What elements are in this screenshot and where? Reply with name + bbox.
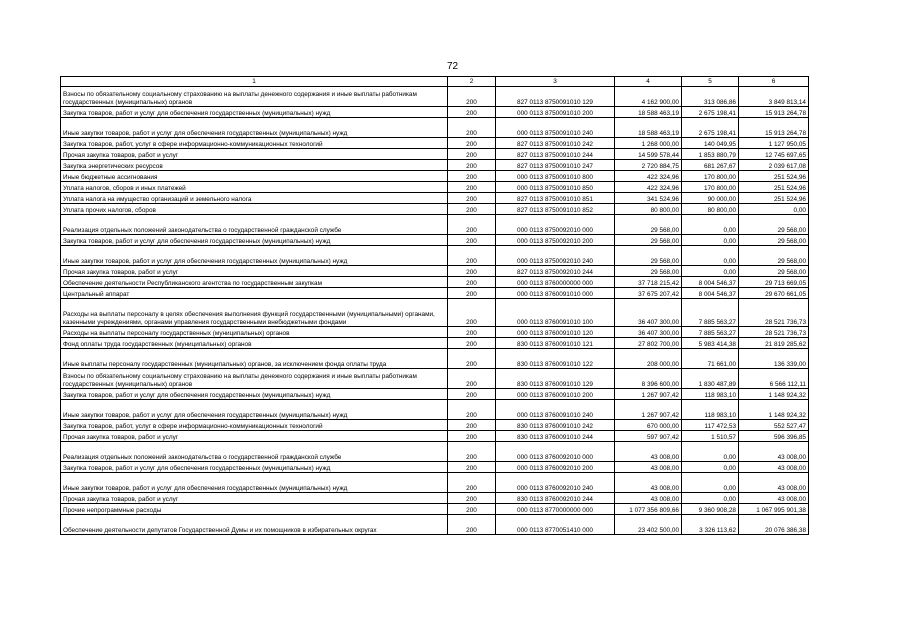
- row-classification-code-cell: 000 0113 8760092010 000: [496, 442, 615, 462]
- row-name-cell: Иные выплаты персоналу государственных (муниципальных) органов, за исключением фонда оплаты труда: [61, 349, 448, 369]
- row-approved-amount-cell: 80 800,00: [615, 204, 682, 215]
- budget-execution-table: [60, 76, 809, 535]
- row-executed-amount-cell: 9 360 908,28: [682, 504, 739, 515]
- row-line-code-cell: 200: [448, 235, 496, 246]
- row-name-cell: Взносы по обязательному социальному страхованию на выплаты денежного содержания и иные выплаты работникам государственных (муниципальных) органов: [61, 87, 448, 107]
- table-row: [61, 204, 809, 215]
- row-line-code-cell: 200: [448, 515, 496, 535]
- table-row: [61, 215, 809, 235]
- row-unexecuted-amount-cell: 596 396,85: [739, 431, 809, 442]
- row-name-cell: Иные закупки товаров, работ и услуг для обеспечения государственных (муниципальных) нужд: [61, 118, 448, 138]
- row-classification-code-cell: 000 0113 8760091010 240: [496, 400, 615, 420]
- row-name-cell: Прочая закупка товаров, работ и услуг: [61, 493, 448, 504]
- row-name-cell: Закупка энергетических ресурсов: [61, 160, 448, 171]
- row-unexecuted-amount-cell: 28 521 736,73: [739, 327, 809, 338]
- table-row: [61, 462, 809, 473]
- row-executed-amount-cell: 0,00: [682, 462, 739, 473]
- row-approved-amount-cell: 597 907,42: [615, 431, 682, 442]
- row-line-code-cell: 200: [448, 369, 496, 389]
- row-unexecuted-amount-cell: 12 745 697,65: [739, 149, 809, 160]
- row-unexecuted-amount-cell: 43 008,00: [739, 442, 809, 462]
- row-approved-amount-cell: 4 162 900,00: [615, 87, 682, 107]
- row-line-code-cell: 200: [448, 107, 496, 118]
- row-approved-amount-cell: 37 675 207,42: [615, 288, 682, 299]
- row-line-code-cell: 200: [448, 160, 496, 171]
- row-line-code-cell: 200: [448, 420, 496, 431]
- row-unexecuted-amount-cell: 43 008,00: [739, 473, 809, 493]
- row-classification-code-cell: 830 0113 8760091010 244: [496, 431, 615, 442]
- row-line-code-cell: 200: [448, 138, 496, 149]
- row-classification-code-cell: 000 0113 8760091010 100: [496, 299, 615, 327]
- row-line-code-cell: 200: [448, 87, 496, 107]
- row-executed-amount-cell: 170 800,00: [682, 171, 739, 182]
- row-classification-code-cell: 827 0113 8750092010 244: [496, 266, 615, 277]
- row-classification-code-cell: 830 0113 8760091010 242: [496, 420, 615, 431]
- row-name-cell: Прочая закупка товаров, работ и услуг: [61, 149, 448, 160]
- row-unexecuted-amount-cell: 29 568,00: [739, 246, 809, 266]
- row-approved-amount-cell: 670 000,00: [615, 420, 682, 431]
- row-approved-amount-cell: 36 407 300,00: [615, 299, 682, 327]
- row-executed-amount-cell: 0,00: [682, 246, 739, 266]
- table-row: [61, 118, 809, 138]
- row-line-code-cell: 200: [448, 349, 496, 369]
- row-classification-code-cell: 000 0113 8750091010 850: [496, 182, 615, 193]
- row-unexecuted-amount-cell: 6 566 112,11: [739, 369, 809, 389]
- row-unexecuted-amount-cell: 15 913 264,78: [739, 118, 809, 138]
- row-name-cell: Уплата прочих налогов, сборов: [61, 204, 448, 215]
- table-body: [61, 87, 809, 535]
- row-name-cell: Центральный аппарат: [61, 288, 448, 299]
- row-executed-amount-cell: 0,00: [682, 266, 739, 277]
- row-classification-code-cell: 000 0113 8750092010 200: [496, 235, 615, 246]
- row-line-code-cell: 200: [448, 149, 496, 160]
- row-approved-amount-cell: 14 599 578,44: [615, 149, 682, 160]
- row-executed-amount-cell: 681 267,67: [682, 160, 739, 171]
- row-approved-amount-cell: 18 588 463,19: [615, 107, 682, 118]
- row-approved-amount-cell: 36 407 300,00: [615, 327, 682, 338]
- row-unexecuted-amount-cell: 20 076 386,38: [739, 515, 809, 535]
- row-approved-amount-cell: 23 402 500,00: [615, 515, 682, 535]
- row-line-code-cell: 200: [448, 299, 496, 327]
- row-unexecuted-amount-cell: 28 521 736,73: [739, 299, 809, 327]
- row-unexecuted-amount-cell: 1 148 924,32: [739, 400, 809, 420]
- table-row: [61, 246, 809, 266]
- row-approved-amount-cell: 341 524,96: [615, 193, 682, 204]
- row-approved-amount-cell: 1 267 907,42: [615, 400, 682, 420]
- row-classification-code-cell: 000 0113 8760091010 000: [496, 288, 615, 299]
- row-classification-code-cell: 000 0113 8770051410 000: [496, 515, 615, 535]
- row-unexecuted-amount-cell: 21 819 285,62: [739, 338, 809, 349]
- row-line-code-cell: 200: [448, 400, 496, 420]
- row-approved-amount-cell: 2 720 884,75: [615, 160, 682, 171]
- row-executed-amount-cell: 80 800,00: [682, 204, 739, 215]
- row-executed-amount-cell: 0,00: [682, 473, 739, 493]
- row-name-cell: Взносы по обязательному социальному страхованию на выплаты денежного содержания и иные выплаты работникам государственных (муниципальных) органов: [61, 369, 448, 389]
- row-classification-code-cell: 827 0113 8750091010 242: [496, 138, 615, 149]
- row-unexecuted-amount-cell: 43 008,00: [739, 462, 809, 473]
- row-classification-code-cell: 827 0113 8750091010 247: [496, 160, 615, 171]
- row-executed-amount-cell: 7 885 563,27: [682, 299, 739, 327]
- row-name-cell: Закупка товаров, работ и услуг для обеспечения государственных (муниципальных) нужд: [61, 235, 448, 246]
- row-unexecuted-amount-cell: 2 039 617,08: [739, 160, 809, 171]
- row-name-cell: Иные закупки товаров, работ и услуг для обеспечения государственных (муниципальных) нужд: [61, 400, 448, 420]
- table-row: [61, 266, 809, 277]
- table-row: [61, 193, 809, 204]
- row-name-cell: Фонд оплаты труда государственных (муниципальных) органов: [61, 338, 448, 349]
- table-row: [61, 400, 809, 420]
- row-approved-amount-cell: 29 568,00: [615, 215, 682, 235]
- row-name-cell: Закупка товаров, работ, услуг в сфере информационно-коммуникационных технологий: [61, 420, 448, 431]
- table-row: [61, 288, 809, 299]
- row-classification-code-cell: 000 0113 8750092010 240: [496, 246, 615, 266]
- row-approved-amount-cell: 8 396 600,00: [615, 369, 682, 389]
- row-approved-amount-cell: 422 324,96: [615, 182, 682, 193]
- row-executed-amount-cell: 8 004 546,37: [682, 288, 739, 299]
- row-approved-amount-cell: 43 008,00: [615, 493, 682, 504]
- row-executed-amount-cell: 3 326 113,62: [682, 515, 739, 535]
- row-classification-code-cell: 830 0113 8760091010 121: [496, 338, 615, 349]
- table-row: [61, 327, 809, 338]
- row-line-code-cell: 200: [448, 504, 496, 515]
- row-unexecuted-amount-cell: 552 527,47: [739, 420, 809, 431]
- row-executed-amount-cell: 1 830 487,89: [682, 369, 739, 389]
- row-name-cell: Иные закупки товаров, работ и услуг для обеспечения государственных (муниципальных) нужд: [61, 246, 448, 266]
- row-unexecuted-amount-cell: 1 067 995 901,38: [739, 504, 809, 515]
- row-classification-code-cell: 827 0113 8750091010 851: [496, 193, 615, 204]
- row-classification-code-cell: 827 0113 8750091010 129: [496, 87, 615, 107]
- row-executed-amount-cell: 118 983,10: [682, 389, 739, 400]
- row-unexecuted-amount-cell: 1 127 950,05: [739, 138, 809, 149]
- row-classification-code-cell: 830 0113 8760091010 129: [496, 369, 615, 389]
- row-classification-code-cell: 000 0113 8760091010 120: [496, 327, 615, 338]
- row-classification-code-cell: 827 0113 8750091010 852: [496, 204, 615, 215]
- row-approved-amount-cell: 29 568,00: [615, 235, 682, 246]
- table-row: [61, 171, 809, 182]
- table-row: [61, 389, 809, 400]
- row-approved-amount-cell: 1 268 000,00: [615, 138, 682, 149]
- row-executed-amount-cell: 71 661,00: [682, 349, 739, 369]
- row-name-cell: Реализация отдельных положений законодательства о государственной гражданской службе: [61, 215, 448, 235]
- table-row: [61, 107, 809, 118]
- row-approved-amount-cell: 1 077 356 809,66: [615, 504, 682, 515]
- row-unexecuted-amount-cell: 15 913 264,78: [739, 107, 809, 118]
- row-executed-amount-cell: 0,00: [682, 442, 739, 462]
- row-approved-amount-cell: 18 588 463,19: [615, 118, 682, 138]
- row-line-code-cell: 200: [448, 462, 496, 473]
- table-row: [61, 235, 809, 246]
- row-approved-amount-cell: 29 568,00: [615, 266, 682, 277]
- row-approved-amount-cell: 43 008,00: [615, 462, 682, 473]
- row-line-code-cell: 200: [448, 204, 496, 215]
- row-executed-amount-cell: 170 800,00: [682, 182, 739, 193]
- row-unexecuted-amount-cell: 251 524,96: [739, 171, 809, 182]
- column-header-5: 5: [682, 77, 739, 87]
- row-executed-amount-cell: 118 983,10: [682, 400, 739, 420]
- table-row: [61, 473, 809, 493]
- row-line-code-cell: 200: [448, 288, 496, 299]
- row-unexecuted-amount-cell: 29 713 669,05: [739, 277, 809, 288]
- column-header-4: 4: [615, 77, 682, 87]
- table-row: [61, 515, 809, 535]
- column-header-2: 2: [448, 77, 496, 87]
- row-line-code-cell: 200: [448, 266, 496, 277]
- row-executed-amount-cell: 313 086,86: [682, 87, 739, 107]
- row-name-cell: Обеспечение деятельности депутатов Государственной Думы и их помощников в избирательных округах: [61, 515, 448, 535]
- row-name-cell: Расходы на выплаты персоналу в целях обеспечения выполнения функций государственными (муниципальными) органами, казенными учреждениями, органами управления государственными внебюджетными фондами: [61, 299, 448, 327]
- table-row: [61, 504, 809, 515]
- table-row: [61, 299, 809, 327]
- row-classification-code-cell: 000 0113 8760092010 240: [496, 473, 615, 493]
- row-line-code-cell: 200: [448, 327, 496, 338]
- row-approved-amount-cell: 422 324,96: [615, 171, 682, 182]
- row-classification-code-cell: 000 0113 8760000000 000: [496, 277, 615, 288]
- row-name-cell: Уплата налога на имущество организаций и земельного налога: [61, 193, 448, 204]
- row-name-cell: Уплата налогов, сборов и иных платежей: [61, 182, 448, 193]
- row-name-cell: Иные бюджетные ассигнования: [61, 171, 448, 182]
- row-classification-code-cell: 000 0113 8750091010 200: [496, 107, 615, 118]
- row-executed-amount-cell: 2 675 198,41: [682, 107, 739, 118]
- row-classification-code-cell: 000 0113 8760092010 200: [496, 462, 615, 473]
- table-row: [61, 420, 809, 431]
- row-line-code-cell: 200: [448, 277, 496, 288]
- row-executed-amount-cell: 140 049,95: [682, 138, 739, 149]
- table-row: [61, 277, 809, 288]
- table-row: [61, 369, 809, 389]
- row-classification-code-cell: 830 0113 8760092010 244: [496, 493, 615, 504]
- row-name-cell: Реализация отдельных положений законодательства о государственной гражданской службе: [61, 442, 448, 462]
- row-line-code-cell: 200: [448, 171, 496, 182]
- row-name-cell: Закупка товаров, работ, услуг в сфере информационно-коммуникационных технологий: [61, 138, 448, 149]
- table-row: [61, 431, 809, 442]
- row-unexecuted-amount-cell: 136 339,00: [739, 349, 809, 369]
- row-line-code-cell: 200: [448, 389, 496, 400]
- row-approved-amount-cell: 27 802 700,00: [615, 338, 682, 349]
- table-row: [61, 442, 809, 462]
- row-line-code-cell: 200: [448, 338, 496, 349]
- column-header-3: 3: [496, 77, 615, 87]
- row-approved-amount-cell: 43 008,00: [615, 473, 682, 493]
- row-executed-amount-cell: 8 004 546,37: [682, 277, 739, 288]
- row-name-cell: Прочие непрограммные расходы: [61, 504, 448, 515]
- page-number: 72: [446, 61, 459, 72]
- row-approved-amount-cell: 29 568,00: [615, 246, 682, 266]
- row-executed-amount-cell: 1 853 880,79: [682, 149, 739, 160]
- table-row: [61, 87, 809, 107]
- row-line-code-cell: 200: [448, 246, 496, 266]
- row-executed-amount-cell: 0,00: [682, 493, 739, 504]
- row-name-cell: Иные закупки товаров, работ и услуг для обеспечения государственных (муниципальных) нужд: [61, 473, 448, 493]
- row-approved-amount-cell: 37 718 215,42: [615, 277, 682, 288]
- row-name-cell: Прочая закупка товаров, работ и услуг: [61, 431, 448, 442]
- row-unexecuted-amount-cell: 29 670 661,05: [739, 288, 809, 299]
- table-row: [61, 138, 809, 149]
- row-name-cell: Закупка товаров, работ и услуг для обеспечения государственных (муниципальных) нужд: [61, 389, 448, 400]
- row-classification-code-cell: 000 0113 8750092010 000: [496, 215, 615, 235]
- table-row: [61, 149, 809, 160]
- row-line-code-cell: 200: [448, 193, 496, 204]
- row-name-cell: Закупка товаров, работ и услуг для обеспечения государственных (муниципальных) нужд: [61, 462, 448, 473]
- row-unexecuted-amount-cell: 1 148 924,32: [739, 389, 809, 400]
- row-approved-amount-cell: 1 267 907,42: [615, 389, 682, 400]
- row-line-code-cell: 200: [448, 473, 496, 493]
- row-name-cell: Обеспечение деятельности Республиканского агентства по государственным закупкам: [61, 277, 448, 288]
- row-unexecuted-amount-cell: 251 524,96: [739, 193, 809, 204]
- row-executed-amount-cell: 90 000,00: [682, 193, 739, 204]
- row-executed-amount-cell: 117 472,53: [682, 420, 739, 431]
- row-line-code-cell: 200: [448, 182, 496, 193]
- table-row: [61, 338, 809, 349]
- row-executed-amount-cell: 2 675 198,41: [682, 118, 739, 138]
- row-unexecuted-amount-cell: 3 849 813,14: [739, 87, 809, 107]
- row-executed-amount-cell: 7 885 563,27: [682, 327, 739, 338]
- row-classification-code-cell: 000 0113 8760091010 200: [496, 389, 615, 400]
- table-row: [61, 349, 809, 369]
- row-executed-amount-cell: 0,00: [682, 215, 739, 235]
- table-row: [61, 160, 809, 171]
- row-executed-amount-cell: 0,00: [682, 235, 739, 246]
- row-approved-amount-cell: 43 008,00: [615, 442, 682, 462]
- row-executed-amount-cell: 1 510,57: [682, 431, 739, 442]
- row-classification-code-cell: 827 0113 8750091010 244: [496, 149, 615, 160]
- row-unexecuted-amount-cell: 43 008,00: [739, 493, 809, 504]
- row-classification-code-cell: 000 0113 8770000000 000: [496, 504, 615, 515]
- row-line-code-cell: 200: [448, 493, 496, 504]
- row-classification-code-cell: 000 0113 8750091010 240: [496, 118, 615, 138]
- row-unexecuted-amount-cell: 29 568,00: [739, 215, 809, 235]
- row-classification-code-cell: 830 0113 8760091010 122: [496, 349, 615, 369]
- column-header-1: 1: [61, 77, 448, 87]
- table-row: [61, 493, 809, 504]
- row-name-cell: Закупка товаров, работ и услуг для обеспечения государственных (муниципальных) нужд: [61, 107, 448, 118]
- row-unexecuted-amount-cell: 0,00: [739, 204, 809, 215]
- row-line-code-cell: 200: [448, 215, 496, 235]
- row-executed-amount-cell: 5 983 414,38: [682, 338, 739, 349]
- row-line-code-cell: 200: [448, 431, 496, 442]
- row-unexecuted-amount-cell: 29 568,00: [739, 266, 809, 277]
- table-header-row: [61, 77, 809, 87]
- row-line-code-cell: 200: [448, 118, 496, 138]
- row-name-cell: Прочая закупка товаров, работ и услуг: [61, 266, 448, 277]
- row-unexecuted-amount-cell: 29 568,00: [739, 235, 809, 246]
- row-approved-amount-cell: 208 000,00: [615, 349, 682, 369]
- row-line-code-cell: 200: [448, 442, 496, 462]
- row-name-cell: Расходы на выплаты персоналу государственных (муниципальных) органов: [61, 327, 448, 338]
- column-header-6: 6: [739, 77, 809, 87]
- table-row: [61, 182, 809, 193]
- row-unexecuted-amount-cell: 251 524,96: [739, 182, 809, 193]
- row-classification-code-cell: 000 0113 8750091010 800: [496, 171, 615, 182]
